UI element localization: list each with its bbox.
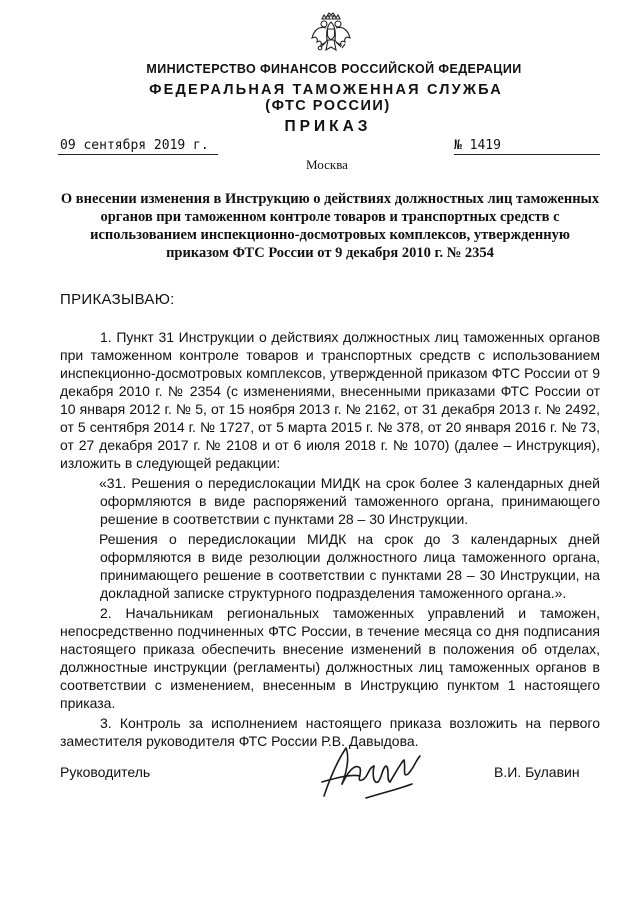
order-date: 09 сентября 2019 г. xyxy=(58,137,218,155)
service-name: ФЕДЕРАЛЬНАЯ ТАМОЖЕННАЯ СЛУЖБА xyxy=(149,82,503,98)
paragraph-3: 3. Контроль за исполнением настоящего приказа возложить на первого заместителя руководителя ФТС России Р.В. Давыдова. xyxy=(60,715,600,749)
service-short-name: (ФТС РОССИИ) xyxy=(265,98,391,114)
coat-of-arms-icon xyxy=(309,12,353,60)
order-number: № 1419 xyxy=(454,137,600,155)
ministry-name: МИНИСТЕРСТВО ФИНАНСОВ РОССИЙСКОЙ ФЕДЕРАЦИИ xyxy=(146,62,522,76)
signer-name: В.И. Булавин xyxy=(494,764,580,780)
paragraph-1: 1. Пункт 31 Инструкции о действиях должностных лиц таможенных органов при таможенном контроле товаров и транспортных средств с использованием инспекционно-досмотровых комплексов, утвержденной приказом ФТС России от 9 декабря 2010 г. № 2354 (с изменениями, внесенными приказами ФТС России от 10 января 2012 г. № 5, от 15 ноября 2013 г. № 2162, от 31 декабря 2013 г. № 2492, от 5 сентября 2014 г. № 1727, от 5 марта 2015 г. № 378, от 20 января 2016 г. № 73, от 27 декабря 2017 г. № 2108 и от 6 июля 2018 г. № 1070) (далее – Инструкция), изложить в следующей редакции: xyxy=(60,329,600,471)
handwritten-signature xyxy=(316,738,428,804)
order-title: О внесении изменения в Инструкцию о действиях должностных лиц таможенных органов при таможенном контроле товаров и транспортных средств с использованием инспекционно-досмотровых комплексов, утвержденную приказом ФТС России от 9 декабря 2010 г. № 2354 xyxy=(60,191,600,261)
order-body xyxy=(60,328,600,752)
paragraph-2: 2. Начальникам региональных таможенных управлений и таможен, непосредственно подчиненных ФТС России, в течение месяца со дня подписания настоящего приказа обеспечить внесение изменений в положения об отделах, должностные инструкции (регламенты) должностных лиц таможенных органов в соответствии с изменением, внесенным в Инструкцию пунктом 1 настоящего приказа. xyxy=(60,605,600,711)
signer-role: Руководитель xyxy=(60,764,151,780)
paragraph-quote-2: Решения о передислокации МИДК на срок до 3 календарных дней оформляются в виде резолюции должностного лица таможенного органа, принимающего решение в соответствии с пунктами 28 – 30 Инструкции, на докладной записке структурного подразделения таможенного органа.». xyxy=(99,531,600,601)
document-type: ПРИКАЗ xyxy=(284,118,372,135)
paragraph-quote-1: «31. Решения о передислокации МИДК на срок более 3 календарных дней оформляются в виде распоряжений таможенного органа, принимающего решение в соответствии с пунктами 28 – 30 Инструкции. xyxy=(99,475,600,527)
issue-city: Москва xyxy=(306,157,348,172)
command-word: ПРИКАЗЫВАЮ: xyxy=(60,291,175,308)
